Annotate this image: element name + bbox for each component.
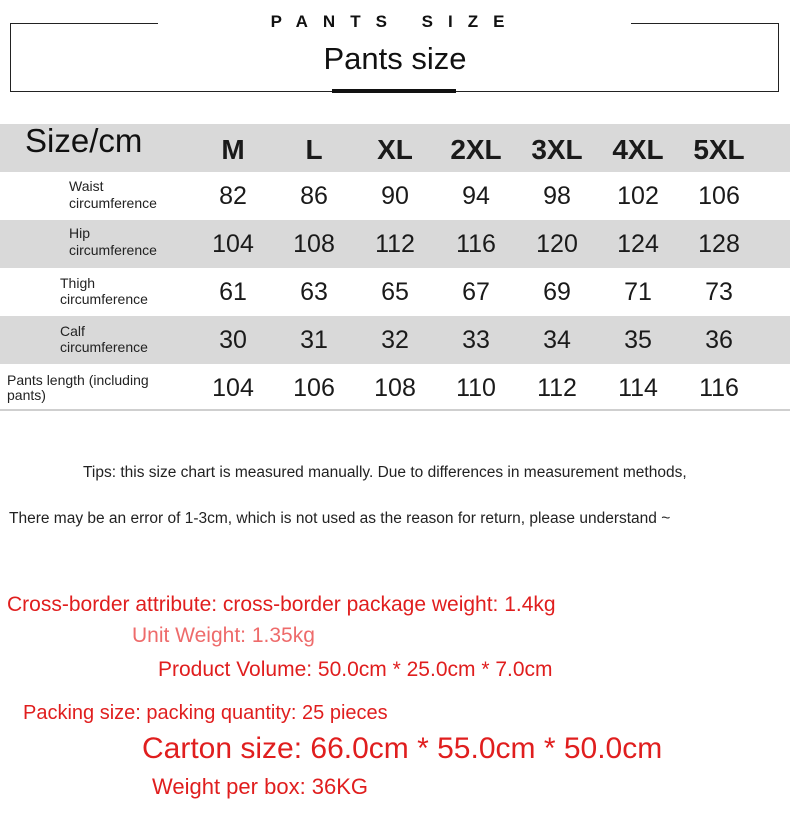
table-cell: 116 xyxy=(456,230,496,258)
row-label-line1: Hip xyxy=(69,225,91,241)
table-cell: 67 xyxy=(462,278,490,306)
size-header: XL xyxy=(377,134,413,165)
table-cell: 104 xyxy=(212,374,254,402)
table-cell: 61 xyxy=(219,278,247,306)
table-row xyxy=(0,316,790,364)
table-cell: 116 xyxy=(699,374,739,402)
table-header-row xyxy=(0,124,790,172)
size-header: 5XL xyxy=(693,134,745,165)
row-label-line1: Waist xyxy=(69,178,104,194)
row-label-line2: circumference xyxy=(60,339,148,355)
page-title: Pants size xyxy=(323,41,467,76)
table-cell: 90 xyxy=(381,182,409,210)
tip-line-2: There may be an error of 1-3cm, which is not used as the reason for return, please understand ~ xyxy=(9,510,671,527)
table-cell: 65 xyxy=(381,278,409,306)
table-cell: 73 xyxy=(705,278,733,306)
table-cell: 86 xyxy=(300,182,328,210)
unit-weight: Unit Weight: 1.35kg xyxy=(132,624,315,647)
packing-size: Packing size: packing quantity: 25 pieces xyxy=(23,702,388,724)
table-row xyxy=(0,220,790,268)
size-header: 4XL xyxy=(612,134,664,165)
row-label-line1: Thigh xyxy=(60,275,96,291)
table-row xyxy=(0,172,790,220)
table-cell: 108 xyxy=(374,374,416,402)
table-row xyxy=(0,364,790,412)
size-header: 2XL xyxy=(450,134,502,165)
carton-size: Carton size: 66.0cm * 55.0cm * 50.0cm xyxy=(142,732,663,765)
table-cell: 128 xyxy=(698,230,740,258)
table-cell: 71 xyxy=(624,278,652,306)
table-cell: 32 xyxy=(381,326,409,354)
table-cell: 31 xyxy=(300,326,328,354)
table-cell: 98 xyxy=(543,182,571,210)
size-header: 3XL xyxy=(531,134,583,165)
row-label-line2: circumference xyxy=(69,242,157,258)
table-cell: 63 xyxy=(300,278,328,306)
size-header: M xyxy=(221,134,245,165)
table-cell: 33 xyxy=(462,326,490,354)
table-cell: 112 xyxy=(375,230,415,258)
weight-per-box: Weight per box: 36KG xyxy=(152,774,369,799)
row-label-line1: Calf xyxy=(60,323,85,339)
row-label-line2: circumference xyxy=(69,195,157,211)
table-cell: 104 xyxy=(212,230,254,258)
table-cell: 120 xyxy=(536,230,578,258)
table-row xyxy=(0,268,790,316)
table-cell: 82 xyxy=(219,182,247,210)
table-cell: 112 xyxy=(537,374,577,402)
table-cell: 36 xyxy=(705,326,733,354)
table-bottom-divider xyxy=(0,409,790,411)
header-kicker: PANTS SIZE xyxy=(270,12,520,31)
size-table xyxy=(0,124,790,412)
corner-label: Size/cm xyxy=(25,122,143,159)
title-underline xyxy=(332,89,456,93)
table-cell: 124 xyxy=(617,230,659,258)
table-cell: 94 xyxy=(462,182,490,210)
table-cell: 114 xyxy=(618,374,658,402)
table-cell: 35 xyxy=(624,326,652,354)
tip-line-1: Tips: this size chart is measured manually. Due to differences in measurement methods, xyxy=(83,464,687,481)
product-volume: Product Volume: 50.0cm * 25.0cm * 7.0cm xyxy=(158,658,553,681)
table-cell: 108 xyxy=(293,230,335,258)
table-cell: 34 xyxy=(543,326,571,354)
table-cell: 106 xyxy=(698,182,740,210)
table-cell: 102 xyxy=(617,182,659,210)
size-header: L xyxy=(305,134,323,165)
table-cell: 69 xyxy=(543,278,571,306)
row-label-line2: pants) xyxy=(7,387,46,403)
table-cell: 30 xyxy=(219,326,247,354)
row-label-line2: circumference xyxy=(60,291,148,307)
table-cell: 110 xyxy=(456,374,496,402)
cross-border-attribute: Cross-border attribute: cross-border package weight: 1.4kg xyxy=(7,593,556,616)
row-label-line1: Pants length (including xyxy=(7,372,149,388)
table-cell: 106 xyxy=(293,374,335,402)
